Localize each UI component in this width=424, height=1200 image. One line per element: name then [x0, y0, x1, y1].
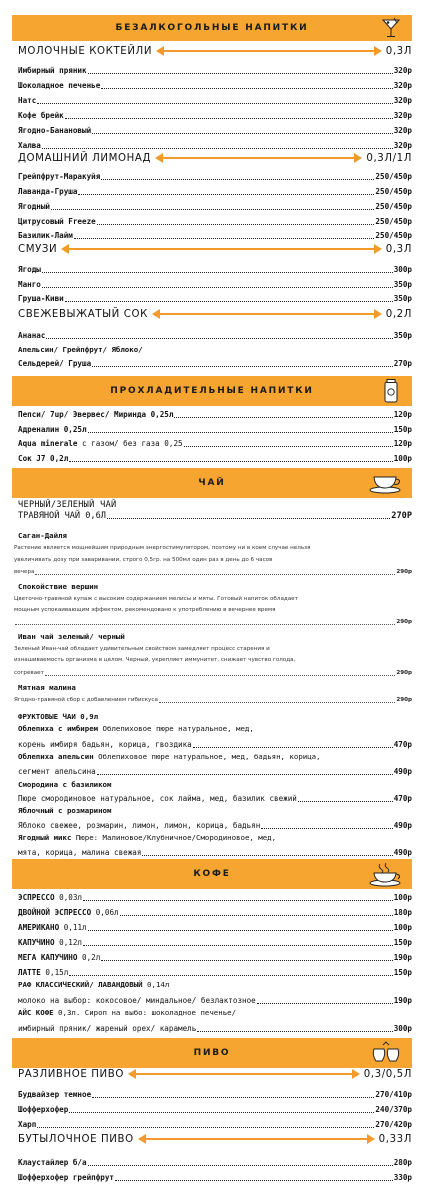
item-name: Облепиха с имбирем — [18, 724, 99, 733]
menu-item — [14, 616, 412, 627]
item-price: 190р — [393, 953, 412, 962]
subsection-volume: 0,3Л/1Л — [366, 152, 412, 164]
menu-item — [14, 667, 412, 678]
menu-item — [18, 1103, 412, 1115]
subsection-title: СВЕЖЕВЫЖАТЫЙ СОК — [18, 308, 148, 320]
item-price: 100р — [393, 454, 412, 463]
menu-item — [18, 1007, 412, 1018]
item-name: Мятная малина — [18, 683, 76, 692]
double-arrow-icon — [152, 306, 382, 322]
menu-item — [18, 751, 412, 762]
item-price: 250/450р — [375, 187, 412, 196]
item-price: 490р — [393, 848, 412, 857]
menu-item — [18, 723, 412, 734]
item-price: 150р — [393, 938, 412, 947]
item-name: Яблочный с розмарином — [18, 806, 112, 815]
item-description: Пюре: Малиновое/Клубничное/Смородиновое, мед, — [71, 833, 277, 842]
item-name: Шоколадное печенье — [18, 81, 101, 90]
item-name: Адреналин 0,25л — [18, 425, 87, 434]
item-price: 290р — [396, 569, 412, 575]
menu-item — [18, 109, 412, 121]
item-price: 470р — [393, 740, 412, 749]
menu-item — [18, 185, 412, 197]
item-description: корень имбиря бадьян, корица, гвоздика — [18, 740, 192, 749]
item-description: Облепиховое пюре натуральное, мед, — [98, 724, 254, 733]
item-name: Шофферхофер грейпфрут — [18, 1173, 115, 1182]
item-name: Будвайзер темное — [18, 1090, 92, 1099]
menu-item — [14, 694, 412, 705]
double-arrow-icon — [61, 241, 381, 257]
item-name — [18, 953, 100, 963]
menu-item — [18, 832, 412, 843]
subsection-volume: 0,3/0,5Л — [363, 1068, 412, 1080]
section-title: КОФЕ — [193, 869, 231, 879]
menu-item — [18, 357, 412, 369]
item-name — [18, 968, 68, 978]
menu-item — [18, 765, 412, 777]
section-title: БЕЗАЛКОГОЛЬНЫЕ НАПИТКИ — [115, 23, 309, 33]
item-name — [18, 923, 87, 933]
item-price: 320р — [393, 96, 412, 105]
subsection-title: СМУЗИ — [18, 243, 58, 255]
item-name: Кофе брейк — [18, 111, 64, 120]
menu-item — [18, 278, 412, 290]
menu-item — [18, 229, 412, 241]
item-description: согревает — [14, 670, 44, 676]
menu-item — [18, 329, 412, 341]
item-description: имбирный пряник/ жареный орех/ карамель — [18, 1024, 197, 1033]
item-price: 300р — [393, 1024, 412, 1033]
menu-item — [18, 951, 412, 963]
menu-item — [18, 1022, 412, 1034]
beer-glasses-icon — [366, 1038, 406, 1068]
menu-item — [18, 846, 412, 858]
menu-item — [18, 64, 412, 76]
menu-item — [18, 200, 412, 212]
menu-item — [18, 423, 412, 435]
item-price: 280р — [393, 1158, 412, 1167]
subsection-header — [18, 1066, 412, 1082]
item-description: мощным успокаивающим эффектом, рекомендовано к употреблению в вечернее время — [14, 607, 276, 613]
item-price: 300р — [393, 265, 412, 274]
item-name — [18, 938, 82, 948]
coffee-volume: 0,03л — [54, 893, 83, 902]
item-price: 250/450р — [375, 231, 412, 240]
menu-item — [18, 994, 412, 1006]
item-description: изнашиваемость организма в целом. Черный, укрепляет иммунитет, снижает чувство голода, — [14, 657, 296, 663]
section-banner-soft-drinks — [12, 15, 412, 41]
subsection-volume: 0,3Л — [385, 243, 412, 255]
coffee-name: АМЕРИКАНО — [18, 923, 60, 932]
double-arrow-icon — [156, 43, 382, 59]
item-price: 120р — [393, 439, 412, 448]
item-name: Сельдерей/ Груша — [18, 359, 92, 368]
subsection-header — [18, 1131, 412, 1147]
item-price: 350р — [393, 294, 412, 303]
menu-item — [18, 509, 412, 521]
menu-item — [18, 124, 412, 136]
coffee-volume: 0,11л — [59, 923, 87, 932]
item-name-bold: Aqua minerale — [18, 439, 78, 448]
subsection-volume: 0,2Л — [385, 308, 412, 320]
item-name: Базилик-Лайм — [18, 231, 73, 240]
item-name: Иван чай зеленый/ черный — [18, 632, 125, 641]
item-price: 250/450р — [375, 172, 412, 181]
tea-header: ЧЕРНЫЙ/ЗЕЛЕНЫЙ ЧАЙ — [18, 500, 117, 510]
item-price: 290р — [396, 670, 412, 676]
coffee-name: МЕГА КАПУЧИНО — [18, 953, 78, 962]
subsection-volume: 0,33Л — [378, 1133, 412, 1145]
item-name: Манго — [18, 280, 41, 289]
menu-item — [18, 437, 412, 449]
item-name: Харп — [18, 1120, 37, 1129]
subsection-header — [18, 150, 412, 166]
section-title: ЧАЙ — [198, 478, 226, 488]
menu-item — [18, 792, 412, 804]
menu-item — [18, 1156, 412, 1168]
menu-item — [18, 979, 412, 990]
item-price: 320р — [393, 66, 412, 75]
item-name: Пепси/ 7up/ Эвервес/ Миринда 0,25л — [18, 410, 174, 419]
item-name: Ягоды — [18, 265, 41, 274]
item-name: Ягодный — [18, 202, 51, 211]
item-price: 100р — [393, 923, 412, 932]
item-name: Шофферхофер — [18, 1105, 69, 1114]
item-price: 320р — [393, 81, 412, 90]
double-arrow-icon — [138, 1131, 375, 1147]
item-price: 270/410р — [375, 1090, 412, 1099]
menu-item — [18, 738, 412, 750]
section-title: ПИВО — [193, 1048, 231, 1058]
item-name — [18, 439, 183, 449]
menu-item — [18, 408, 412, 420]
item-price: 250/450р — [375, 217, 412, 226]
item-name: Облепиха апельсин — [18, 752, 94, 761]
coffee-name: КАПУЧИНО — [18, 938, 55, 947]
item-price: 240/370р — [375, 1105, 412, 1114]
soda-can-icon — [376, 376, 406, 406]
item-price: 290р — [396, 697, 412, 703]
double-arrow-icon — [128, 1066, 360, 1082]
coffee-volume: 0,2л — [77, 953, 101, 962]
item-price: 290р — [396, 619, 412, 625]
coffee-volume: 0,15л — [40, 968, 69, 977]
section-banner-tea — [12, 468, 412, 498]
subsection-title: БУТЫЛОЧНОЕ ПИВО — [18, 1133, 134, 1145]
menu-item — [18, 215, 412, 227]
item-name: Груша-Киви — [18, 294, 64, 303]
section-banner-cold-drinks — [12, 376, 412, 406]
item-price: 350р — [393, 280, 412, 289]
item-price: 490р — [393, 821, 412, 830]
item-name: Клаустайлер б/а — [18, 1158, 87, 1167]
item-description: мята, корица, малина свежая — [18, 848, 142, 857]
item-name: Сок J7 0,2л — [18, 454, 69, 463]
menu-item — [14, 566, 412, 577]
item-name: АЙС КОФЕ — [18, 1008, 54, 1017]
item-name: Спокойствие вершин — [18, 582, 99, 591]
item-name: Имбирный пряник — [18, 66, 87, 75]
item-price: 150р — [393, 968, 412, 977]
item-price: 320р — [393, 126, 412, 135]
subsection-header — [18, 241, 412, 257]
item-price: 320р — [393, 111, 412, 120]
menu-item — [18, 263, 412, 275]
menu-item — [18, 1171, 412, 1183]
item-description: сегмент апельсина — [18, 767, 96, 776]
coffee-volume: 0,14л — [142, 980, 170, 989]
item-price: 270/420р — [375, 1120, 412, 1129]
item-price: 150р — [393, 425, 412, 434]
item-price: 330р — [393, 1173, 412, 1182]
item-description: Яблоко свежее, розмарин, лимон, лимон, корица, бадьян — [18, 821, 261, 830]
item-name-detail: с газом/ без газа 0,25 — [77, 439, 183, 448]
item-description: Растение является мощнейшим природным энергостимулятором, поэтому ни в коем случае нельзя — [14, 545, 311, 551]
item-name: ТРАВЯНОЙ ЧАЙ 0,6Л — [18, 511, 106, 521]
fruit-tea-header: ФРУКТОВЫЕ ЧАИ 0,9л — [18, 712, 99, 721]
menu-item — [18, 921, 412, 933]
menu-item — [18, 1118, 412, 1130]
item-description: Облепиховое пюре натуральное, мед, бадьян, корица, — [93, 752, 321, 761]
item-name: Апельсин/ Грейпфрут/ Яблоко/ — [18, 345, 143, 354]
item-name: Ананас — [18, 331, 46, 340]
item-description: Пюре смородиновое натуральное, сок лайма, мед, базилик свежий — [18, 794, 297, 803]
menu-item — [18, 292, 412, 304]
item-name: Саган-Дайля — [18, 531, 67, 540]
menu-item — [18, 906, 412, 918]
item-name — [18, 908, 119, 918]
subsection-header — [18, 306, 412, 322]
item-price: 350р — [393, 331, 412, 340]
item-description: увеличивать дозу при заваривании, строго 0,5гр. на 500мл один раз в день до 6 часов — [14, 557, 273, 563]
section-banner-coffee — [12, 859, 412, 889]
item-name: Смородина с базиликом — [18, 780, 112, 789]
item-name: Натс — [18, 96, 37, 105]
item-description: вечера — [14, 569, 35, 575]
item-description: молоко на выбор: кокосовое/ миндальное/ безлактозное — [18, 996, 256, 1005]
item-price: 470р — [393, 794, 412, 803]
item-description: Цветочно-травяной купаж с высоким содержанием мелисы и мяты. Готовый напиток обладает — [14, 596, 298, 602]
item-price: 100р — [393, 893, 412, 902]
coffee-cup-icon — [366, 859, 406, 889]
menu-item — [18, 1088, 412, 1100]
teacup-icon — [366, 468, 406, 498]
item-name: Цитрусовый Freeze — [18, 217, 96, 226]
section-title: ПРОХЛАДИТЕЛЬНЫЕ НАПИТКИ — [110, 386, 314, 396]
subsection-header — [18, 43, 412, 59]
item-description: Зеленый Иван-чай обладает удивительным свойством замедляет процесс старения и — [14, 646, 270, 652]
item-price: 180р — [393, 908, 412, 917]
item-description: Ягодно-травяной сбор с добавлением гибискуса — [14, 697, 158, 703]
item-price: 320р — [393, 141, 412, 150]
item-name — [18, 893, 82, 903]
menu-item — [18, 936, 412, 948]
section-banner-beer — [12, 1038, 412, 1068]
item-name: РАФ КЛАССИЧЕСКИЙ/ ЛАВАНДОВЫЙ — [18, 980, 143, 989]
subsection-volume: 0,3Л — [385, 45, 412, 57]
coffee-name: ДВОЙНОЙ ЭСПРЕССО — [18, 908, 92, 917]
menu-item — [18, 819, 412, 831]
item-name: Ягодно-Банановый — [18, 126, 92, 135]
subsection-title: РАЗЛИВНОЕ ПИВО — [18, 1068, 124, 1080]
coffee-name: ЛАТТЕ — [18, 968, 41, 977]
menu-item — [18, 94, 412, 106]
item-price: 270р — [393, 359, 412, 368]
item-price: 250/450р — [375, 202, 412, 211]
item-name: Ягодный микс — [18, 833, 72, 842]
cocktail-glass-icon — [376, 15, 406, 41]
coffee-volume: 0,06л — [91, 908, 119, 917]
item-price: 120р — [393, 410, 412, 419]
menu-item — [18, 79, 412, 91]
menu-item — [18, 452, 412, 464]
item-description: 0,3л. Сироп на выбо: шоколадное печенье/ — [53, 1008, 237, 1017]
menu-item — [18, 891, 412, 903]
menu-item — [18, 170, 412, 182]
item-name: Лаванда-Груша — [18, 187, 78, 196]
item-price: 490р — [393, 767, 412, 776]
item-name: Халва — [18, 141, 41, 150]
coffee-volume: 0,12л — [54, 938, 83, 947]
subsection-title: ДОМАШНИЙ ЛИМОНАД — [18, 152, 152, 164]
item-price: 190р — [393, 996, 412, 1005]
item-price: 270Р — [391, 511, 412, 521]
coffee-name: ЭСПРЕССО — [18, 893, 55, 902]
menu-item — [18, 966, 412, 978]
item-name: Грейпфрут-Маракуйя — [18, 172, 101, 181]
double-arrow-icon — [155, 150, 362, 166]
subsection-title: МОЛОЧНЫЕ КОКТЕЙЛИ — [18, 45, 153, 57]
